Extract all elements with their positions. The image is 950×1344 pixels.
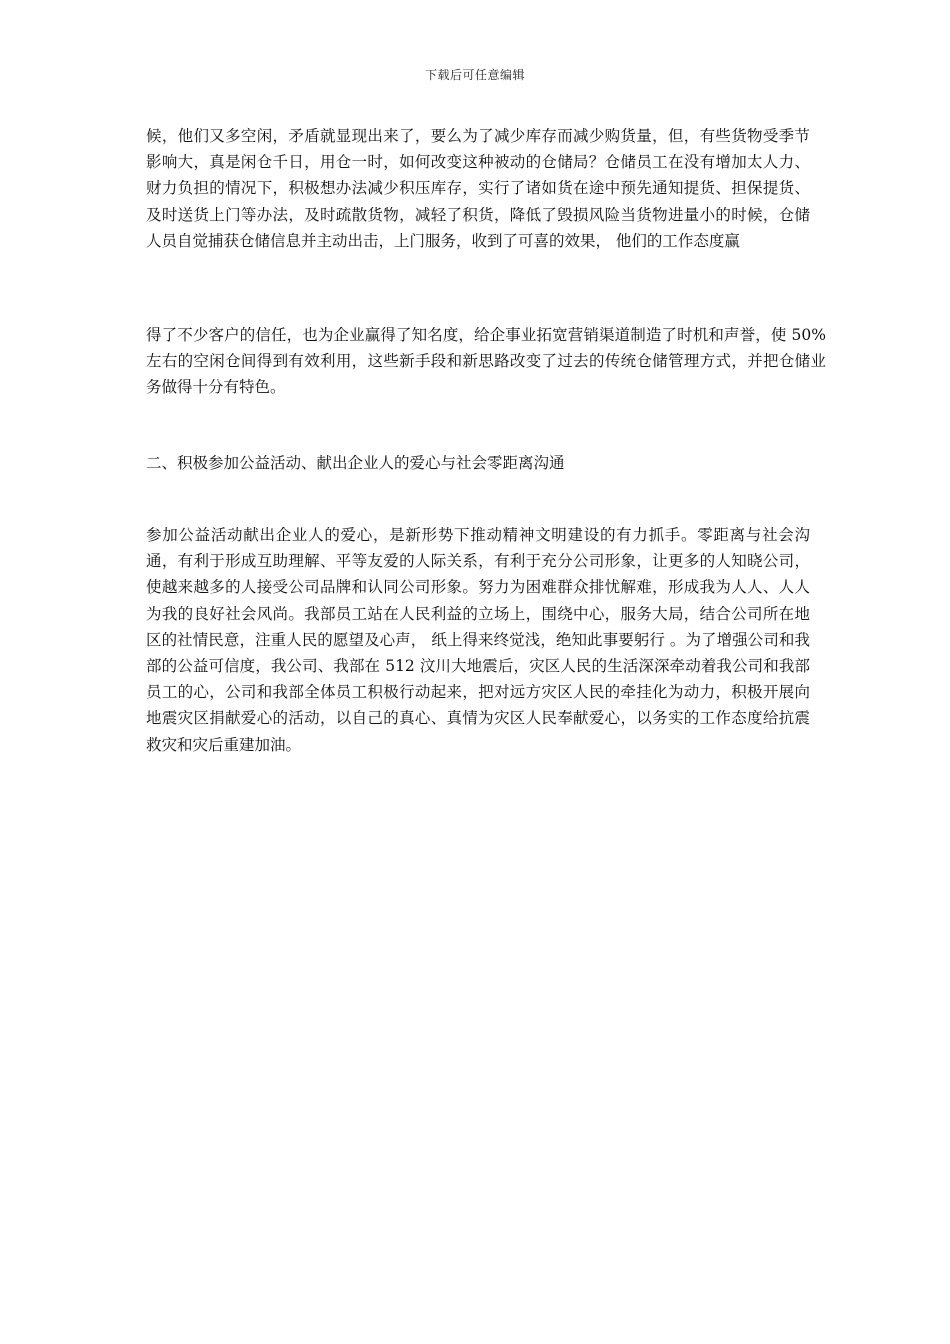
paragraph-customer-trust: 得了不少客户的信任，也为企业赢得了知名度，给企事业拓宽营销渠道制造了时机和声誉，使 50%左右的空闲仓间得到有效利用，这些新手段和新思路改变了过去的传统仓储管理方式，并把仓储业务做得十分有特色。 <box>146 326 826 397</box>
paragraph-public-welfare: 参加公益活动献出企业人的爱心，是新形势下推动精神文明建设的有力抓手。零距离与社会沟通，有利于形成互助理解、平等友爱的人际关系，有利于充分公司形象，让更多的人知晓公司，使越来越多的人接受公司品牌和认同公司形象。努力为困难群众排忧解难，形成我为人人、人人为我的良好社会风尚。我部员工站在人民利益的立场上，围绕中心，服务大局，结合公司所在地区的社情民意，注重人民的愿望及心声， 纸上得来终觉浅，绝知此事要躬行 。为了增强公司和我部的公益可信度，我公司、我部在 512 汶川大地震后，灾区人民的生活深深牵动着我公司和我部员工的心，公司和我部全体员工积极行动起来，把对远方灾区人民的牵挂化为动力，积极开展向地震灾区捐献爱心的活动，以自己的真心、真情为灾区人民奉献爱心，以务实的工作态度给抗震救灾和灾后重建加油。 <box>146 526 810 754</box>
section-heading-public-welfare: 二、积极参加公益活动、献出企业人的爱心与社会零距离沟通 <box>146 454 565 472</box>
header-note: 下载后可任意编辑 <box>424 68 525 82</box>
paragraph-warehouse-service: 候，他们又多空闲，矛盾就显现出来了，要么为了减少库存而减少购货量，但，有些货物受季节影响大，真是闲仓千日，用仓一时，如何改变这种被动的仓储局？仓储员工在没有增加太人力、财力负担的情况下，积极想办法减少积压库存，实行了诸如货在途中预先通知提货、担保提货、及时送货上门等办法，及时疏散货物，减轻了积货，降低了毁损风险当货物进量小的时候，仓储人员自觉捕获仓储信息并主动出击，上门服务，收到了可喜的效果， 他们的工作态度赢 <box>146 127 810 250</box>
